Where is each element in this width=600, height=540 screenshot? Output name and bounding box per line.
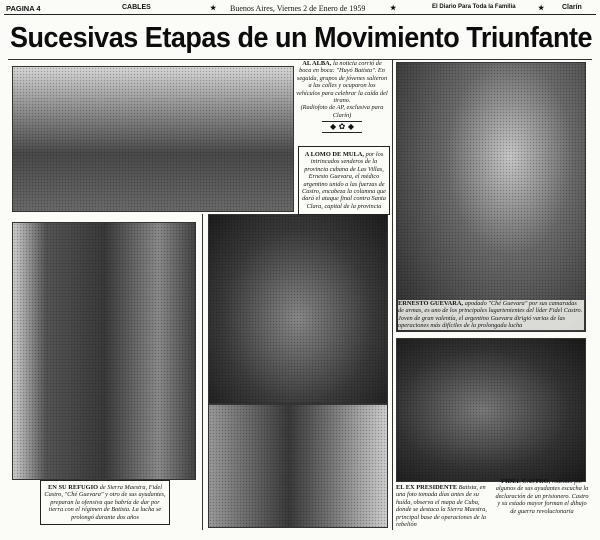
star-icon: ★ (210, 5, 217, 12)
mule-column-photo (208, 214, 388, 404)
guevara-portrait-photo (396, 62, 586, 332)
caption-batista (396, 484, 488, 528)
caption-text: de Sierra Maestra, Fidel Castro, "Ché Guevara" y otro de sus ayudantes, preparan la ofensiva que habría de dar por tierra con el régimen de Batista. La lucha se prolongó durante dos años (44, 484, 166, 521)
ornament-divider: ◆ ✿ ◆ (322, 121, 362, 133)
caption-refugio (40, 480, 170, 525)
caption-guevara (398, 300, 584, 330)
caption-lead: EL EX PRESIDENTE (396, 484, 458, 491)
section-label: CABLES (122, 4, 151, 11)
caption-text: Batista, en una foto tomada días antes de su huída, observa el mapa de Cuba, donde se destaca la Sierra Maestra, principal base de operaciones de la rebelión (396, 484, 487, 529)
caption-lead: AL ALBA, (302, 60, 332, 67)
castro-staff-photo (396, 338, 586, 482)
caption-lead: A LOMO DE MULA, (304, 151, 365, 158)
caption-text: rodeado por algunos de sus ayudantes escucha la declaración de un prisionero. Castro y su estado mayor forman el dibujo de guerra revolucionaria (495, 478, 589, 515)
celebration-crowd-photo (12, 66, 294, 212)
caption-text: por los intrincados senderos de la provincia cubana de Las Villas, Ernesto Guevara, el médico argentino unido a las fuerzas de Castro, encabeza la columna que dará el ataque final contra Santa Clara, capital de la provincia (302, 151, 386, 210)
caption-lead: FIDEL CASTRO, (501, 478, 551, 485)
newspaper-name: Clarín (562, 4, 582, 11)
column-rule (392, 60, 393, 530)
column-rule (202, 214, 203, 530)
masthead-tagline: El Diario Para Toda la Familia (432, 4, 516, 10)
batista-map-photo (208, 404, 388, 528)
star-icon: ★ (538, 5, 545, 12)
caption-lead: ERNESTO GUEVARA, (398, 300, 464, 307)
caption-mula (298, 146, 390, 215)
sierra-maestra-refuge-photo (12, 222, 196, 480)
caption-alba (296, 60, 388, 119)
masthead (4, 2, 596, 15)
caption-credit: (Radiofoto de AP, exclusiva para Clarín) (300, 104, 384, 119)
star-icon: ★ (390, 5, 397, 12)
page-number: PAGINA 4 (6, 4, 41, 13)
page-headline: Sucesivas Etapas de un Movimiento Triunfante (10, 22, 593, 54)
caption-text: apodado "Ché Guevara" por sus camaradas de armas, es uno de los principales lugartenientes del líder Fidel Castro. Joven de gran valentía, el argentino Guevara dirigió varias de las operaciones más difíciles de la prolongada lucha (398, 300, 583, 330)
masthead-date: Buenos Aires, Viernes 2 de Enero de 1959 (230, 4, 366, 13)
caption-castro (494, 478, 590, 515)
caption-lead: EN SU REFUGIO (48, 484, 99, 491)
caption-text: la noticia corrió de boca en boca: "Huyó Batista". En seguida, grupos de jóvenes salieron a las calles y ocuparon los vehículos para celebrar la caída del tirano. (296, 60, 388, 105)
